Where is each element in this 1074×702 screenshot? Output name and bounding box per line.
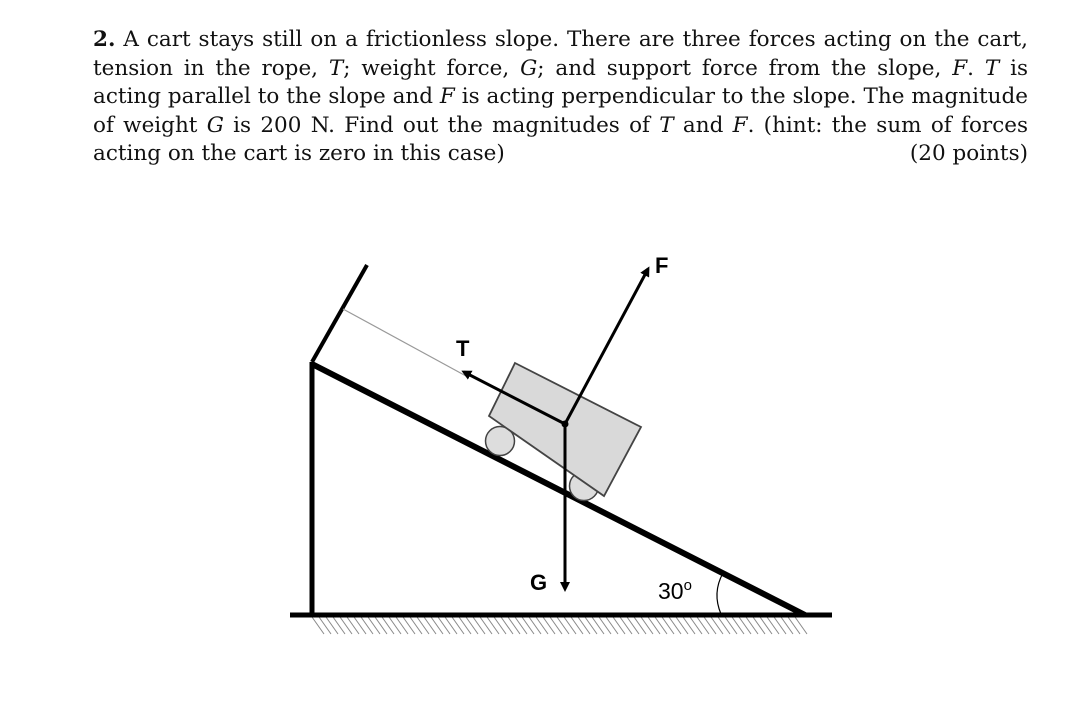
label-F: F xyxy=(655,253,669,278)
hatch-line xyxy=(487,617,499,634)
var-G: G xyxy=(206,112,224,138)
hatch-line xyxy=(410,617,422,634)
label-G: G xyxy=(530,570,548,595)
hatch-line xyxy=(599,617,611,634)
hatch-line xyxy=(669,617,681,634)
hatch-line xyxy=(620,617,632,634)
hatch-line xyxy=(319,617,331,634)
problem-text: is acting parallel to the slope and xyxy=(93,55,1028,109)
hatch-line xyxy=(326,617,338,634)
hatch-line xyxy=(767,617,779,634)
ground-hatching xyxy=(312,617,807,634)
hatch-line xyxy=(375,617,387,634)
hatch-line xyxy=(564,617,576,634)
hatch-line xyxy=(340,617,352,634)
hatch-line xyxy=(606,617,618,634)
hatch-line xyxy=(431,617,443,634)
angle-arc xyxy=(717,573,723,614)
hatch-line xyxy=(473,617,485,634)
hatch-line xyxy=(592,617,604,634)
hatch-line xyxy=(515,617,527,634)
hatch-line xyxy=(634,617,646,634)
hatch-line xyxy=(578,617,590,634)
var-T: T xyxy=(659,112,674,138)
hatch-line xyxy=(739,617,751,634)
hatch-line xyxy=(613,617,625,634)
hatch-line xyxy=(746,617,758,634)
rope-post xyxy=(312,265,367,362)
hatch-line xyxy=(354,617,366,634)
problem-text: is 200 N. Find out the magnitudes of xyxy=(223,112,660,138)
problem-text: . xyxy=(967,55,985,81)
hatch-line xyxy=(550,617,562,634)
hatch-line xyxy=(333,617,345,634)
hatch-line xyxy=(795,617,807,634)
hatch-line xyxy=(781,617,793,634)
hatch-line xyxy=(543,617,555,634)
hatch-line xyxy=(683,617,695,634)
hatch-line xyxy=(459,617,471,634)
hatch-line xyxy=(718,617,730,634)
hatch-line xyxy=(417,617,429,634)
hatch-line xyxy=(522,617,534,634)
label-T: T xyxy=(456,336,470,361)
hatch-line xyxy=(704,617,716,634)
angle-label: 30$^o$ xyxy=(658,577,692,604)
cart-center-point xyxy=(562,421,569,428)
hatch-line xyxy=(347,617,359,634)
hatch-line xyxy=(389,617,401,634)
var-F: F xyxy=(952,55,968,81)
hatch-line xyxy=(627,617,639,634)
var-F: F xyxy=(439,84,455,109)
problem-text: is acting perpendicular to the slope. The magnitude of weight xyxy=(93,84,1028,138)
hatch-line xyxy=(760,617,772,634)
hatch-line xyxy=(501,617,513,634)
var-G: G xyxy=(520,55,538,81)
hatch-line xyxy=(529,617,541,634)
hatch-line xyxy=(403,617,415,634)
hatch-line xyxy=(697,617,709,634)
hatch-line xyxy=(732,617,744,634)
hatch-line xyxy=(508,617,520,634)
hatch-line xyxy=(676,617,688,634)
problem-text: ; weight force, xyxy=(343,55,521,81)
var-T: T xyxy=(328,55,344,81)
hatch-line xyxy=(725,617,737,634)
var-F: F xyxy=(732,112,748,138)
hatch-line xyxy=(655,617,667,634)
hatch-line xyxy=(452,617,464,634)
hatch-line xyxy=(557,617,569,634)
hatch-line xyxy=(480,617,492,634)
hatch-line xyxy=(494,617,506,634)
problem-text: . (hint: the sum of forces acting on the cart is zero in this case) xyxy=(93,112,1028,166)
var-T: T xyxy=(984,55,1000,81)
hatch-line xyxy=(396,617,408,634)
hatch-line xyxy=(571,617,583,634)
hatch-line xyxy=(711,617,723,634)
problem-text: A cart stays still on a frictionless slope. There are three forces acting on the cart, tension in the rope, xyxy=(93,27,1028,81)
hatch-line xyxy=(312,617,324,634)
points-label: (20 points) xyxy=(909,141,1028,166)
hatch-line xyxy=(536,617,548,634)
hatch-line xyxy=(648,617,660,634)
hatch-line xyxy=(368,617,380,634)
hatch-line xyxy=(585,617,597,634)
hatch-line xyxy=(753,617,765,634)
hatch-line xyxy=(788,617,800,634)
hatch-line xyxy=(466,617,478,634)
rope xyxy=(343,309,466,376)
hatch-line xyxy=(641,617,653,634)
hatch-line xyxy=(361,617,373,634)
force-F-arrow xyxy=(565,269,648,424)
hatch-line xyxy=(424,617,436,634)
hatch-line xyxy=(774,617,786,634)
problem-text: ; and support force from the slope, xyxy=(537,55,953,81)
problem-text: and xyxy=(673,112,733,138)
hatch-line xyxy=(445,617,457,634)
hatch-line xyxy=(438,617,450,634)
problem-number: 2. xyxy=(93,27,116,52)
hatch-line xyxy=(662,617,674,634)
hatch-line xyxy=(690,617,702,634)
hatch-line xyxy=(382,617,394,634)
